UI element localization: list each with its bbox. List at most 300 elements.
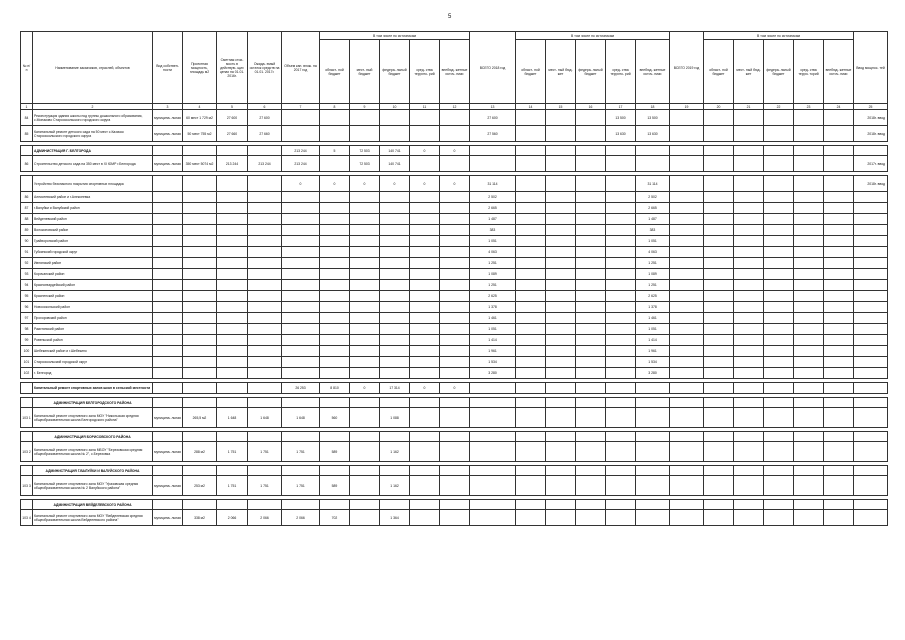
table-cell: 1 364 <box>380 510 410 526</box>
table-cell <box>516 302 546 313</box>
table-cell <box>824 408 854 428</box>
table-row <box>21 476 888 496</box>
object-name-cell: Капитальный ремонт спортивного зала МБОУ "Березовская средняя общеобразовательная школа № 2", с.Березовка <box>33 442 153 462</box>
table-cell <box>764 146 794 156</box>
table-cell <box>794 368 824 379</box>
table-cell <box>764 110 794 126</box>
table-row <box>21 214 888 225</box>
table-cell: 1 378 <box>636 302 670 313</box>
table-cell <box>410 126 440 142</box>
table-cell: 213 244 <box>282 156 320 172</box>
table-cell <box>606 432 636 442</box>
table-cell <box>410 291 440 302</box>
object-name-cell: Ивнянский район <box>33 258 153 269</box>
table-cell <box>350 110 380 126</box>
table-cell <box>350 269 380 280</box>
table-cell: 4 063 <box>636 247 670 258</box>
table-cell <box>217 192 248 203</box>
table-cell <box>380 203 410 214</box>
table-row <box>21 192 888 203</box>
table-cell: 72 503 <box>350 146 380 156</box>
table-cell <box>734 291 764 302</box>
table-cell <box>183 357 217 368</box>
table-cell: 1 751 <box>248 442 282 462</box>
table-cell: 2 625 <box>636 291 670 302</box>
table-cell <box>153 324 183 335</box>
table-cell <box>546 225 576 236</box>
table-cell <box>183 398 217 408</box>
table-cell <box>516 398 546 408</box>
table-cell <box>854 335 888 346</box>
table-row <box>21 225 888 236</box>
table-cell <box>248 432 282 442</box>
table-cell <box>217 176 248 192</box>
table-cell <box>670 110 704 126</box>
table-cell <box>824 510 854 526</box>
table-cell <box>350 214 380 225</box>
object-name-cell: Новооскольский район <box>33 302 153 313</box>
object-name-cell: Ровеньской район <box>33 335 153 346</box>
table-cell <box>794 247 824 258</box>
table-cell <box>440 236 470 247</box>
table-cell <box>516 346 546 357</box>
table-cell <box>606 192 636 203</box>
table-cell: 1 751 <box>282 476 320 496</box>
table-cell <box>546 357 576 368</box>
table-cell: 2018г. ввод <box>854 110 888 126</box>
table-cell <box>734 383 764 394</box>
table-cell: 0 <box>440 383 470 394</box>
table-cell <box>670 258 704 269</box>
table-cell <box>153 398 183 408</box>
table-cell <box>153 368 183 379</box>
column-number-cell: 5 <box>217 104 248 110</box>
row-number-cell: 84 <box>21 110 33 126</box>
group-header-sources-2019: В том числе по источникам <box>704 32 854 40</box>
table-cell <box>764 247 794 258</box>
col-header-federal-2018: федера- льный бюджет <box>576 40 606 104</box>
table-cell <box>824 110 854 126</box>
table-cell <box>794 302 824 313</box>
table-cell <box>546 383 576 394</box>
table-cell <box>248 203 282 214</box>
table-cell: 27 660 <box>248 126 282 142</box>
table-cell <box>734 313 764 324</box>
table-cell <box>670 126 704 142</box>
table-cell <box>794 466 824 476</box>
table-cell <box>516 203 546 214</box>
table-cell <box>606 214 636 225</box>
table-cell <box>606 156 636 172</box>
table-row <box>21 203 888 214</box>
table-cell <box>704 214 734 225</box>
table-cell <box>854 247 888 258</box>
table-cell: 1 487 <box>636 214 670 225</box>
table-cell <box>516 225 546 236</box>
table-cell <box>636 466 670 476</box>
table-cell <box>410 408 440 428</box>
table-cell <box>854 280 888 291</box>
table-cell <box>350 302 380 313</box>
table-cell <box>606 247 636 258</box>
table-cell <box>704 500 734 510</box>
table-cell <box>516 510 546 526</box>
table-cell <box>794 126 824 142</box>
table-cell: 2 665 <box>470 203 516 214</box>
table-cell <box>734 476 764 496</box>
table-cell: 1 534 <box>470 357 516 368</box>
table-cell <box>516 357 546 368</box>
table-cell <box>516 236 546 247</box>
table-cell <box>516 269 546 280</box>
table-cell <box>824 442 854 462</box>
table-cell <box>764 408 794 428</box>
table-cell <box>854 383 888 394</box>
table-cell: 213 244 <box>217 156 248 172</box>
table-cell <box>516 176 546 192</box>
table-row <box>21 335 888 346</box>
table-cell <box>410 368 440 379</box>
table-cell: 1 251 <box>636 258 670 269</box>
table-cell <box>704 192 734 203</box>
table-cell <box>282 291 320 302</box>
table-cell <box>854 346 888 357</box>
table-cell <box>670 346 704 357</box>
table-cell <box>440 258 470 269</box>
table-cell <box>764 236 794 247</box>
table-cell <box>576 247 606 258</box>
object-name-cell: Капитальный ремонт спортивного зала МОУ "Вейделевская средняя общеобразовательная школа Вейделевского района" <box>33 510 153 526</box>
table-cell <box>794 324 824 335</box>
table-cell <box>183 203 217 214</box>
table-cell <box>764 432 794 442</box>
row-number-cell: 90 <box>21 236 33 247</box>
table-cell <box>153 258 183 269</box>
investment-table-container <box>20 31 888 526</box>
table-cell: 1 251 <box>470 280 516 291</box>
table-cell <box>470 500 516 510</box>
table-cell <box>636 156 670 172</box>
table-cell <box>546 176 576 192</box>
column-number-cell: 14 <box>516 104 546 110</box>
group-header-sources-2017: В том числе по источникам <box>320 32 470 40</box>
table-cell <box>248 291 282 302</box>
table-cell: 140 741 <box>380 156 410 172</box>
table-cell: 0 <box>320 176 350 192</box>
table-cell <box>410 335 440 346</box>
table-cell <box>764 346 794 357</box>
table-cell <box>764 466 794 476</box>
table-cell <box>470 476 516 496</box>
table-cell: 1 378 <box>470 302 516 313</box>
table-cell <box>248 500 282 510</box>
table-cell <box>282 269 320 280</box>
table-cell <box>410 258 440 269</box>
table-cell <box>183 146 217 156</box>
table-cell: муниципа- льная <box>153 442 183 462</box>
table-cell <box>282 466 320 476</box>
table-cell <box>410 110 440 126</box>
table-cell <box>410 432 440 442</box>
table-cell: 1 051 <box>470 236 516 247</box>
table-cell <box>546 442 576 462</box>
table-cell <box>183 280 217 291</box>
table-cell: 1 051 <box>636 236 670 247</box>
table-row <box>21 442 888 462</box>
table-cell <box>576 346 606 357</box>
table-cell <box>854 432 888 442</box>
table-cell <box>410 313 440 324</box>
table-cell <box>734 269 764 280</box>
table-cell <box>410 214 440 225</box>
table-cell <box>854 313 888 324</box>
table-cell <box>704 225 734 236</box>
table-cell <box>734 146 764 156</box>
table-cell <box>516 214 546 225</box>
table-cell <box>217 324 248 335</box>
table-cell <box>546 313 576 324</box>
table-cell <box>546 156 576 172</box>
table-cell <box>380 500 410 510</box>
table-cell <box>824 313 854 324</box>
table-cell: 27 560 <box>470 126 516 142</box>
table-cell <box>734 442 764 462</box>
table-cell <box>670 442 704 462</box>
col-header-investment-2017: Объем кап. влож. на 2017 год <box>282 32 320 104</box>
table-cell <box>704 302 734 313</box>
table-cell <box>380 313 410 324</box>
table-cell <box>734 368 764 379</box>
table-cell <box>320 225 350 236</box>
table-cell <box>440 214 470 225</box>
table-cell <box>794 357 824 368</box>
table-cell: 1 162 <box>380 476 410 496</box>
table-cell <box>576 383 606 394</box>
column-number-cell: 18 <box>636 104 670 110</box>
table-cell <box>350 247 380 258</box>
table-cell <box>282 258 320 269</box>
table-cell <box>576 214 606 225</box>
table-cell <box>606 176 636 192</box>
table-cell <box>734 203 764 214</box>
table-cell <box>794 432 824 442</box>
table-cell <box>217 269 248 280</box>
table-cell <box>153 500 183 510</box>
table-cell <box>350 225 380 236</box>
col-header-territory-2017: сред- ства террито- рий <box>410 40 440 104</box>
table-cell: 2018г. ввод <box>854 176 888 192</box>
table-cell <box>576 408 606 428</box>
table-cell: 1 648 <box>282 408 320 428</box>
table-cell <box>824 335 854 346</box>
table-cell <box>606 368 636 379</box>
table-cell <box>516 313 546 324</box>
column-number-cell: 3 <box>153 104 183 110</box>
table-cell: 2 625 <box>470 291 516 302</box>
table-cell <box>440 500 470 510</box>
table-cell <box>576 291 606 302</box>
table-cell <box>516 466 546 476</box>
table-cell <box>516 500 546 510</box>
table-cell <box>380 357 410 368</box>
table-cell <box>282 192 320 203</box>
table-row <box>21 510 888 526</box>
table-cell: 1 088 <box>380 408 410 428</box>
table-cell <box>576 156 606 172</box>
table-cell <box>854 398 888 408</box>
table-cell: 1 751 <box>248 476 282 496</box>
table-cell <box>282 110 320 126</box>
table-cell <box>546 269 576 280</box>
table-cell: 338 м2 <box>183 510 217 526</box>
table-cell <box>764 302 794 313</box>
table-cell <box>704 408 734 428</box>
row-number-cell: 99 <box>21 335 33 346</box>
table-cell <box>470 383 516 394</box>
table-cell <box>380 335 410 346</box>
table-cell <box>636 510 670 526</box>
col-header-name: Наименование заказчиков, отраслей, объектов <box>33 32 153 104</box>
column-number-cell: 6 <box>248 104 282 110</box>
table-cell <box>470 432 516 442</box>
table-cell <box>282 236 320 247</box>
table-cell <box>248 146 282 156</box>
table-cell: 1 051 <box>470 324 516 335</box>
table-cell <box>764 324 794 335</box>
table-cell: 1 487 <box>470 214 516 225</box>
table-cell <box>320 368 350 379</box>
section-header-row <box>21 500 888 510</box>
table-cell <box>217 313 248 324</box>
table-cell <box>350 346 380 357</box>
table-cell: 2 066 <box>248 510 282 526</box>
table-cell <box>350 357 380 368</box>
table-cell <box>440 269 470 280</box>
table-cell <box>824 214 854 225</box>
table-cell <box>636 500 670 510</box>
table-cell <box>854 324 888 335</box>
table-cell <box>21 466 33 476</box>
table-cell <box>670 203 704 214</box>
table-cell <box>248 192 282 203</box>
table-cell <box>854 510 888 526</box>
table-cell <box>320 313 350 324</box>
col-header-local-2018: мест- ный бюд- жет <box>546 40 576 104</box>
table-cell <box>153 335 183 346</box>
table-cell <box>704 324 734 335</box>
table-cell <box>704 156 734 172</box>
table-cell <box>576 110 606 126</box>
table-cell <box>440 302 470 313</box>
table-cell <box>440 324 470 335</box>
table-cell <box>734 126 764 142</box>
table-cell <box>183 236 217 247</box>
table-cell <box>794 346 824 357</box>
table-cell <box>248 398 282 408</box>
table-cell <box>380 258 410 269</box>
table-cell <box>248 324 282 335</box>
table-cell <box>606 225 636 236</box>
table-cell <box>153 236 183 247</box>
table-cell <box>350 258 380 269</box>
table-cell <box>764 335 794 346</box>
table-cell <box>794 500 824 510</box>
table-cell <box>824 156 854 172</box>
row-number-cell: 103 3 <box>21 476 33 496</box>
table-cell <box>824 203 854 214</box>
table-cell <box>606 357 636 368</box>
table-cell <box>380 432 410 442</box>
table-cell <box>636 398 670 408</box>
table-cell <box>854 214 888 225</box>
table-cell <box>440 476 470 496</box>
investment-table <box>20 31 888 526</box>
table-cell <box>516 368 546 379</box>
table-cell <box>576 466 606 476</box>
table-cell <box>764 357 794 368</box>
table-cell <box>670 302 704 313</box>
table-cell: 1 414 <box>470 335 516 346</box>
table-cell <box>704 146 734 156</box>
column-number-cell: 22 <box>764 104 794 110</box>
table-cell <box>248 368 282 379</box>
table-cell <box>670 176 704 192</box>
table-cell <box>606 466 636 476</box>
table-cell <box>440 442 470 462</box>
table-cell <box>606 346 636 357</box>
table-cell <box>440 247 470 258</box>
table-cell <box>606 398 636 408</box>
table-cell <box>21 432 33 442</box>
table-row <box>21 368 888 379</box>
table-cell <box>734 357 764 368</box>
row-number-cell: 97 <box>21 313 33 324</box>
col-header-extrabudget-2018: внебюд- жетные источ- ники <box>636 40 670 104</box>
table-cell <box>734 236 764 247</box>
table-row <box>21 313 888 324</box>
table-cell <box>670 291 704 302</box>
table-cell <box>794 313 824 324</box>
table-cell <box>734 510 764 526</box>
table-cell <box>854 203 888 214</box>
table-cell <box>704 335 734 346</box>
table-cell <box>824 398 854 408</box>
table-row <box>21 291 888 302</box>
table-cell <box>636 383 670 394</box>
table-cell <box>606 291 636 302</box>
table-cell <box>153 146 183 156</box>
table-cell <box>670 146 704 156</box>
table-cell <box>704 383 734 394</box>
table-row <box>21 146 888 156</box>
table-cell <box>704 280 734 291</box>
table-cell <box>734 335 764 346</box>
object-name-cell: Губкинский городской округ <box>33 247 153 258</box>
table-cell <box>153 176 183 192</box>
table-cell <box>606 500 636 510</box>
table-cell: 2 502 <box>470 192 516 203</box>
table-cell <box>824 357 854 368</box>
table-cell <box>734 247 764 258</box>
col-header-regional-2017: област- ной бюджет <box>320 40 350 104</box>
table-cell <box>320 269 350 280</box>
table-cell <box>516 442 546 462</box>
table-cell <box>183 214 217 225</box>
table-cell: 589 <box>320 476 350 496</box>
table-cell: 3 280 <box>470 368 516 379</box>
table-cell <box>824 432 854 442</box>
table-cell <box>282 335 320 346</box>
